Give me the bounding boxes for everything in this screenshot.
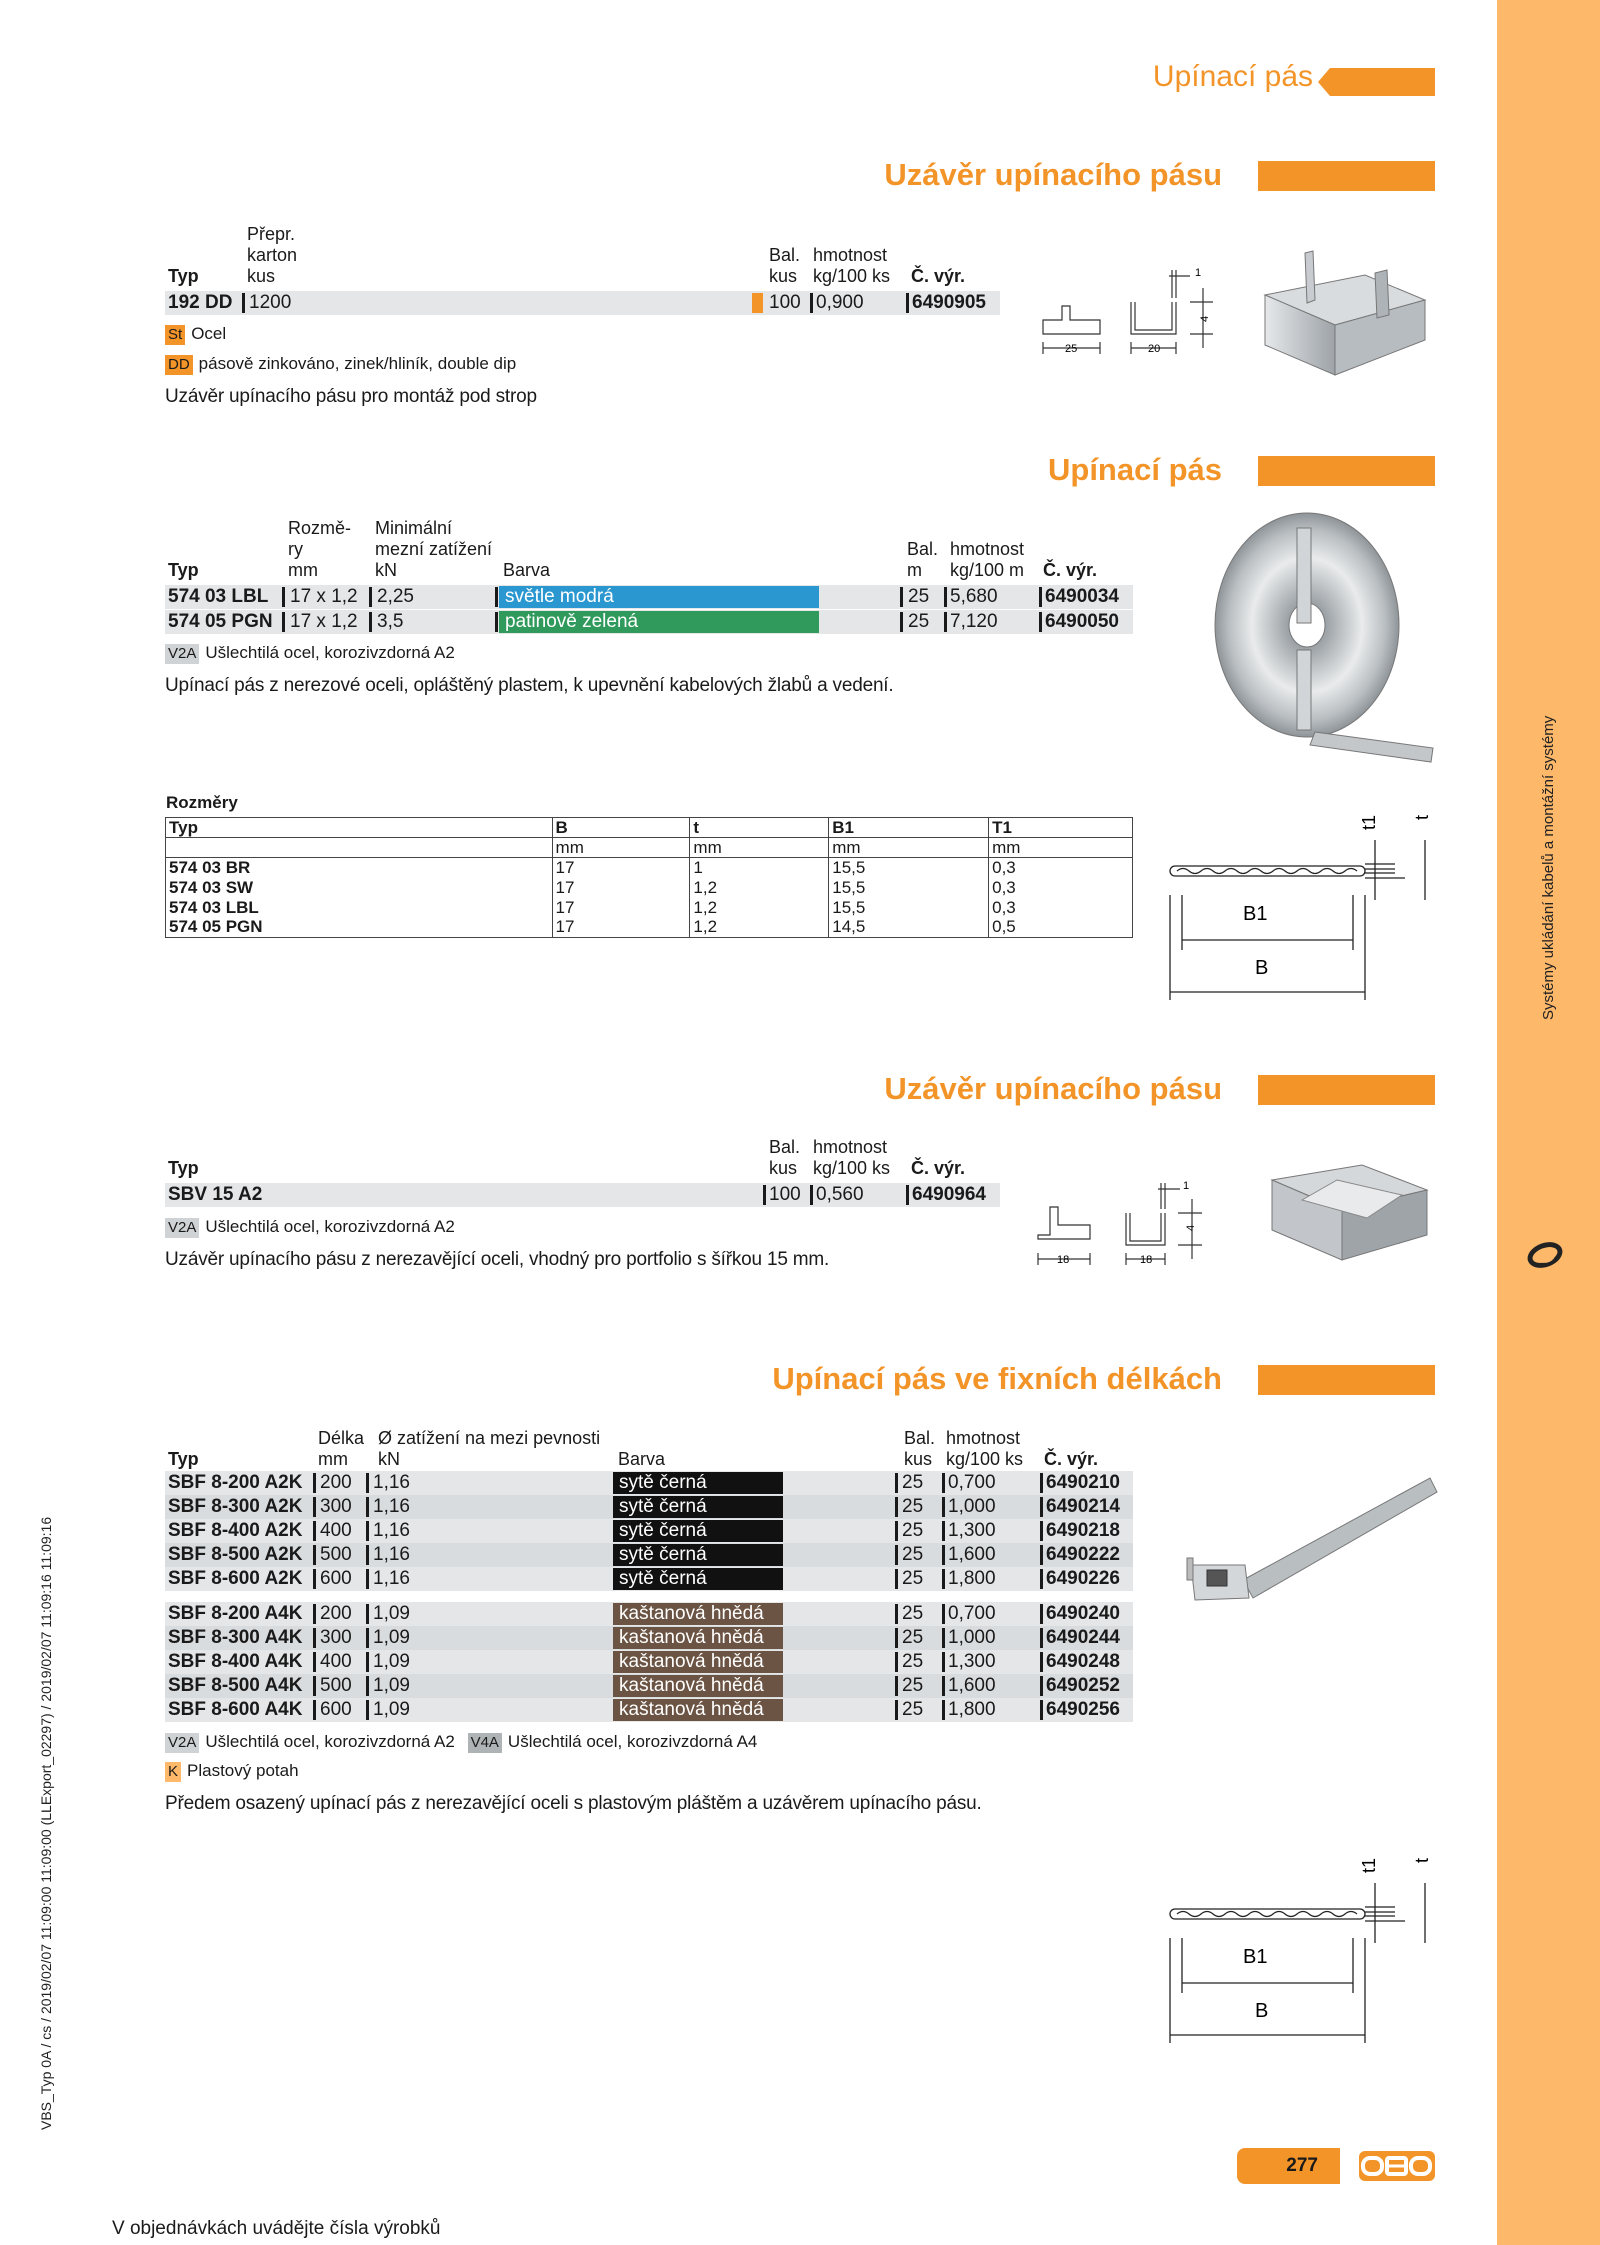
col-barva: Barva <box>503 560 551 580</box>
col-typ: Typ <box>168 1449 199 1469</box>
strap-cross-section-drawing <box>1165 1843 1455 2053</box>
col-bal: Bal. m <box>907 539 939 580</box>
table-row: SBF 8-600 A4K 600 1,09 kaštanová hnědá 25 1,800 6490256 <box>165 1698 1133 1722</box>
dimensions-table: Typ B t B1 T1 mm mm mm mm 574 03 BR 17 1 15,5 0,3 574 03 SW 17 1,2 15,5 0,3 574 03 LBL 17 1,2 15,5 0,3 574 05 PGN 17 1,2 14,5 0,5 <box>165 817 1133 938</box>
product-description: Uzávěr upínacího pásu z nerezavějící oceli, vhodný pro portfolio s šířkou 15 mm. <box>165 1249 830 1270</box>
col-delka: Délka mm <box>318 1428 365 1469</box>
svg-text:t: t <box>1412 814 1432 820</box>
col-hmot: hmotnost kg/100 m <box>950 539 1025 580</box>
col-hmot: hmotnost kg/100 ks <box>813 1137 891 1178</box>
svg-text:t: t <box>1412 1857 1432 1863</box>
product-description: Předem osazený upínací pás z nerezavějící oceli s plastovým pláštěm a uzávěrem upínacího pásu. <box>165 1793 982 1814</box>
table-row: SBF 8-400 A4K 400 1,09 kaštanová hnědá 25 1,300 6490248 <box>165 1650 1133 1674</box>
col-hmot: hmotnost kg/100 ks <box>946 1428 1024 1469</box>
side-stripe <box>1497 0 1600 2245</box>
section-bar-3 <box>1258 1075 1435 1105</box>
col-typ: Typ <box>168 560 199 580</box>
color-chip: sytě černá <box>613 1568 783 1590</box>
col-min-zatizeni: Minimální mezní zatížení kN <box>375 518 493 580</box>
strap-cross-section-drawing <box>1165 800 1455 1010</box>
table-row: 574 03 BR 17 1 15,5 0,3 <box>166 858 1133 878</box>
section-title-3: Uzávěr upínacího pásu <box>884 1071 1222 1106</box>
material-line: St Ocel <box>165 323 226 345</box>
table-row: SBF 8-300 A2K 300 1,16 sytě černá 25 1,000 6490214 <box>165 1495 1133 1519</box>
product-description: Upínací pás z nerezové oceli, opláštěný plastem, k upevnění kabelových žlabů a vedení. <box>165 675 894 696</box>
svg-text:20: 20 <box>1148 343 1161 355</box>
section-bar-2 <box>1258 456 1435 486</box>
section-bar-1 <box>1258 161 1435 191</box>
svg-text:t1: t1 <box>1359 1857 1379 1873</box>
color-chip: kaštanová hnědá <box>613 1699 783 1721</box>
table-row: 574 05 PGN 17 x 1,2 3,5 patinově zelená 25 7,120 6490050 <box>165 610 1133 634</box>
table-row: SBF 8-200 A4K 200 1,09 kaštanová hnědá 25 0,700 6490240 <box>165 1602 1133 1626</box>
table-row: 574 03 LBL 17 x 1,2 2,25 světle modrá 25 5,680 6490034 <box>165 585 1133 609</box>
svg-text:B: B <box>1255 2000 1269 2022</box>
table-row: SBF 8-500 A4K 500 1,09 kaštanová hnědá 25 1,600 6490252 <box>165 1674 1133 1698</box>
color-chip: kaštanová hnědá <box>613 1603 783 1625</box>
col-karton: Přepr. karton kus <box>247 224 298 286</box>
material-line: V2A Ušlechtilá ocel, korozivzdorná A2 <box>165 1216 455 1238</box>
table-row: 192 DD 1200 100 0,900 6490905 <box>165 291 1000 315</box>
col-bal: Bal. kus <box>769 1137 801 1178</box>
col-cvyr: Č. výr. <box>911 266 966 286</box>
table-row: SBF 8-600 A2K 600 1,16 sytě černá 25 1,800 6490226 <box>165 1567 1133 1591</box>
material-line: K Plastový potah <box>165 1760 299 1782</box>
clip-profile-drawing <box>1030 1175 1230 1275</box>
col-bal: Bal. kus <box>769 245 801 286</box>
table-row: 574 03 LBL 17 1,2 15,5 0,3 <box>166 898 1133 918</box>
table-row: 574 03 SW 17 1,2 15,5 0,3 <box>166 878 1133 898</box>
strap-coil-image <box>1205 500 1435 765</box>
svg-text:25: 25 <box>1065 343 1078 355</box>
clip-profile-drawing <box>1035 258 1225 363</box>
product-description: Uzávěr upínacího pásu pro montáž pod strop <box>165 386 537 407</box>
material-line: DD pásově zinkováno, zinek/hliník, double dip <box>165 353 516 375</box>
section-title-1: Uzávěr upínacího pásu <box>884 157 1222 192</box>
color-chip: sytě černá <box>613 1544 783 1566</box>
col-bal: Bal. kus <box>904 1428 936 1469</box>
svg-text:18: 18 <box>1140 1254 1153 1266</box>
svg-text:1: 1 <box>1183 1180 1190 1192</box>
col-rozmery: Rozmě- ry mm <box>288 518 352 580</box>
section-bar-4 <box>1258 1365 1435 1395</box>
svg-text:4: 4 <box>1185 1224 1197 1231</box>
page-number: 277 <box>1237 2148 1340 2184</box>
color-chip: kaštanová hnědá <box>613 1627 783 1649</box>
svg-text:B: B <box>1255 957 1269 979</box>
color-chip: sytě černá <box>613 1472 783 1494</box>
material-line: V2A Ušlechtilá ocel, korozivzdorná A2 V4A Ušlechtilá ocel, korozivzdorná A4 <box>165 1731 757 1753</box>
svg-text:4: 4 <box>1199 315 1211 322</box>
color-chip: kaštanová hnědá <box>613 1675 783 1697</box>
table-row: SBF 8-500 A2K 500 1,16 sytě černá 25 1,600 6490222 <box>165 1543 1133 1567</box>
obo-logo <box>1358 2150 1436 2182</box>
material-line: V2A Ušlechtilá ocel, korozivzdorná A2 <box>165 642 455 664</box>
svg-text:B1: B1 <box>1243 903 1268 925</box>
col-cvyr: Č. výr. <box>911 1158 966 1178</box>
svg-text:B1: B1 <box>1243 1946 1268 1968</box>
side-category-text: Systémy ukládání kabelů a montážní systémy <box>1540 715 1557 1020</box>
section-title-4: Upínací pás ve fixních délkách <box>772 1361 1222 1396</box>
table-row: 574 05 PGN 17 1,2 14,5 0,5 <box>166 918 1133 938</box>
col-cvyr: Č. výr. <box>1044 1449 1099 1469</box>
header-bar <box>1330 68 1435 96</box>
col-zatizeni: Ø zatížení na mezi pevnosti kN <box>378 1428 601 1469</box>
col-cvyr: Č. výr. <box>1043 560 1098 580</box>
page-title: Upínací pás <box>1152 60 1313 93</box>
clip-product-image <box>1255 245 1435 385</box>
stainless-clip-image <box>1262 1160 1437 1275</box>
table-row: SBV 15 A2 100 0,560 6490964 <box>165 1183 1000 1207</box>
color-chip: sytě černá <box>613 1520 783 1542</box>
svg-text:18: 18 <box>1057 1254 1070 1266</box>
table-row: SBF 8-300 A4K 300 1,09 kaštanová hnědá 25 1,000 6490244 <box>165 1626 1133 1650</box>
col-barva: Barva <box>618 1449 666 1469</box>
col-typ: Typ <box>168 266 199 286</box>
strap-with-buckle-image <box>1185 1470 1440 1620</box>
table-row: SBF 8-400 A2K 400 1,16 sytě černá 25 1,300 6490218 <box>165 1519 1133 1543</box>
col-typ: Typ <box>168 1158 199 1178</box>
svg-text:1: 1 <box>1195 267 1202 279</box>
dimensions-title: Rozměry <box>166 793 238 812</box>
col-hmot: hmotnost kg/100 ks <box>813 245 891 286</box>
color-chip: sytě černá <box>613 1496 783 1518</box>
table-row: SBF 8-200 A2K 200 1,16 sytě černá 25 0,700 6490210 <box>165 1471 1133 1495</box>
footer-note: V objednávkách uvádějte čísla výrobků <box>112 2218 441 2239</box>
svg-text:t1: t1 <box>1359 814 1379 830</box>
section-title-2: Upínací pás <box>1048 452 1222 487</box>
color-chip: kaštanová hnědá <box>613 1651 783 1673</box>
print-metadata: VBS_Typ 0A / cs / 2019/02/07 11:09:00 11:09:00 (LLExport_02297) / 2019/02/07 11:09:16 11:09:16 <box>38 1516 54 2130</box>
